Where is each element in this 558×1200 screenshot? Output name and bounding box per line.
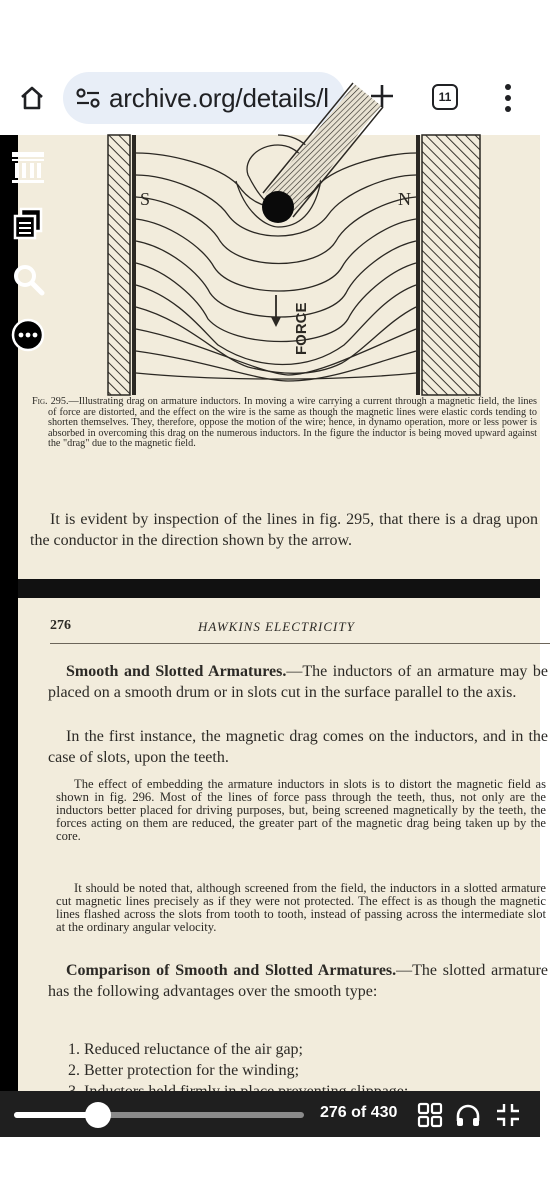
figure-295 [108,135,558,395]
page-slider-thumb[interactable] [85,1102,111,1128]
field-lines [136,135,416,381]
section-title: Comparison of Smooth and Slotted Armatures. [66,962,397,979]
pole-n [416,135,420,395]
small-paragraph: It should be noted that, although screened from the field, the inductors in a slotted armature cut magnetic lines precisely as if they were not protected. The effect is as though the magnetic lines flashed across the slots from tooth to tooth, instead of passing across the intermediate slot at the ordinary angular velocity. [56,881,546,934]
pole-s [132,135,136,395]
page-slider[interactable] [14,1112,304,1118]
list-item: 1. Reduced reluctance of the air gap; [68,1041,303,1058]
pole-s-left [108,135,130,395]
pole-label-s: S [140,189,151,209]
force-label: FORCE [293,302,310,355]
running-head-title: HAWKINS ELECTRICITY [198,619,355,634]
pole-label-n: N [398,189,411,209]
address-bar[interactable] [63,72,345,124]
grid-view-button[interactable] [416,1101,444,1129]
book-page-276 [18,598,549,1098]
page-counter: 276 of 430 [320,1104,398,1121]
pole-n-right [422,135,480,395]
grid-view-icon [416,1101,444,1129]
more-icon [10,317,46,353]
section-comparison [48,960,548,1002]
list-item: 2. Better protection for the winding; [68,1062,300,1079]
section-smooth-slotted [48,661,548,703]
caption-text: —Illustrating drag on armature inductors. In moving a wire carrying a current through a magnetic field, the lines of force are distorted, and the effect on the wire is the same as though the magnetic lines were elastic cords tending to shorten themselves. They, therefore, oppose the motion of the wire; hence, in dynamo operation, more or less power is absorbed in overcoming this drag on the numerous inductors. In the figure the inductor is being moved upward against the "drag" due to the magnetic field. [48,396,537,450]
section-title: Smooth and Slotted Armatures. [66,663,287,680]
home-button[interactable] [12,78,52,118]
paragraph: In the first instance, the magnetic drag comes on the inductors, and in the case of slots, upon the teeth. [48,728,548,766]
menu-icon [503,83,513,113]
tabs-icon [432,84,458,110]
page-background [0,1137,540,1200]
caption-lead: Fig. 295. [32,396,69,407]
book-page-275 [18,135,540,579]
browser-menu-button[interactable] [490,78,526,118]
search-button[interactable] [8,259,48,299]
fullscreen-button[interactable] [494,1101,522,1129]
page-number: 276 [50,618,71,633]
tab-switcher-button[interactable] [428,80,462,114]
pages-button[interactable] [8,203,48,243]
section-text: —The inductors of an armature may be placed on a smooth drum or in slots cut in the surface parallel to the axis. [48,663,548,701]
viewer-navbar [0,1091,540,1137]
status-bar [0,0,540,60]
archive-home-button[interactable] [8,147,48,187]
tab-count: 11 [438,90,452,104]
figure-caption [32,397,537,450]
paragraph: It is evident by inspection of the lines in fig. 295, that there is a drag upon the conductor in the direction shown by the arrow. [30,511,538,549]
running-head [50,618,550,644]
site-info-icon [75,87,101,109]
home-icon [18,84,46,112]
conductor [262,191,294,223]
fullscreen-icon [494,1101,522,1129]
read-aloud-icon [454,1101,482,1129]
pages-icon [11,206,45,240]
book-viewer[interactable] [0,135,549,1091]
browser-toolbar [0,60,540,135]
search-icon [11,262,45,296]
read-aloud-button[interactable] [454,1101,482,1129]
side-toolbar-icons [0,135,54,355]
archive-logo-icon [10,149,46,185]
section-text: —The slotted armature has the following advantages over the smooth type: [48,962,549,1000]
more-button[interactable] [8,315,48,355]
small-paragraph: The effect of embedding the armature inductors in slots is to distort the magnetic field as shown in fig. 296. Most of the lines of force pass through the teeth, thus, not only are the inductors better placed for driving purposes, but, being screened magnetically by the teeth, the forces acting on them are reduced, the greater part of the magnetic drag being taken up by the core. [56,777,546,843]
url-text: archive.org/details/l [109,82,329,113]
